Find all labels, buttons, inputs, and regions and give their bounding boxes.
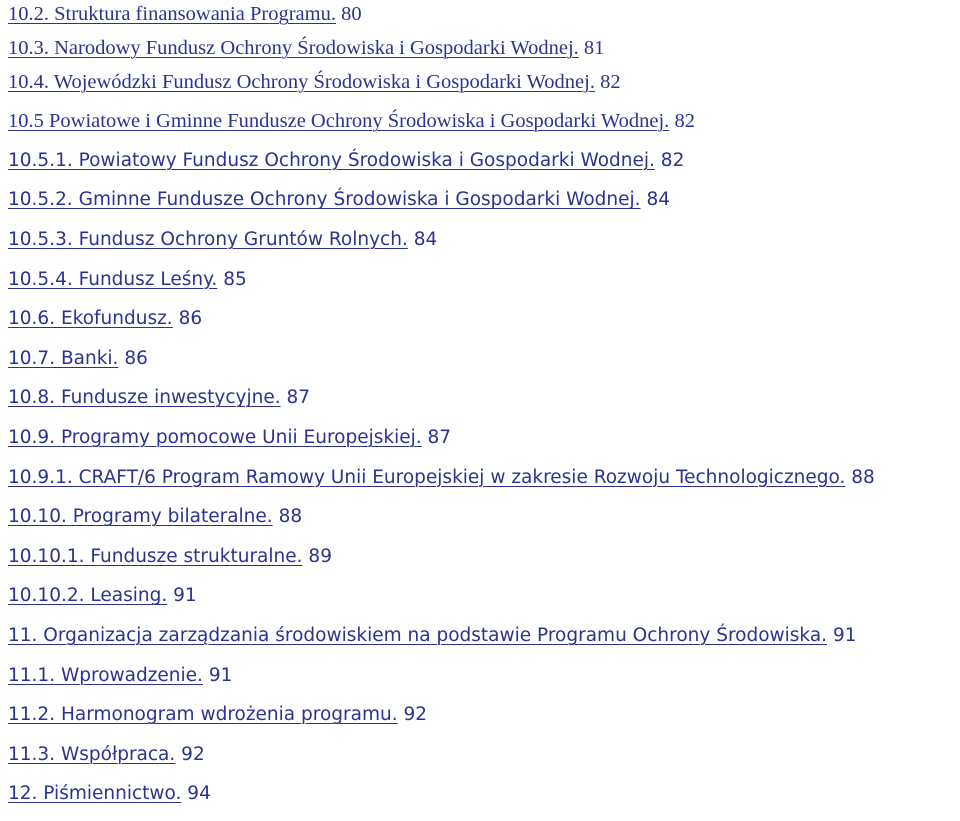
toc-page-number: 85: [223, 268, 247, 290]
toc-entry: [8, 543, 956, 583]
toc-entry-link[interactable]: 10.5.2. Gminne Fundusze Ochrony Środowiska i Gospodarki Wodnej.: [8, 189, 641, 211]
toc-page-number: 86: [124, 347, 148, 369]
toc-entry: [8, 186, 956, 226]
toc-entry-link[interactable]: 10.10.2. Leasing.: [8, 585, 168, 607]
toc-page-number: 89: [308, 545, 332, 567]
toc-entry-link[interactable]: 10.10. Programy bilateralne.: [8, 506, 273, 528]
toc-page-number: 80: [341, 3, 362, 25]
toc-page-number: 88: [851, 466, 875, 488]
toc-entry-link[interactable]: 10.9.1. CRAFT/6 Program Ramowy Unii Europejskiej w zakresie Rozwoju Technologicznego.: [8, 466, 846, 488]
toc-entry: [8, 464, 956, 504]
toc-page-number: 92: [403, 704, 428, 726]
toc-entry: [8, 384, 956, 424]
toc-page-number: 87: [286, 387, 311, 409]
toc-entry-link[interactable]: 11.2. Harmonogram wdrożenia programu.: [8, 704, 398, 726]
toc-entry: [8, 107, 956, 147]
toc-page-number: 91: [208, 664, 233, 686]
table-of-contents: [8, 0, 956, 820]
toc-entry-link[interactable]: 10.6. Ekofundusz.: [8, 308, 173, 330]
toc-entry-link[interactable]: 10.5.4. Fundusz Leśny.: [8, 268, 218, 290]
toc-page-number: 84: [646, 189, 670, 211]
toc-entry-link[interactable]: 10.4. Wojewódzki Fundusz Ochrony Środowiska i Gospodarki Wodnej.: [8, 70, 595, 93]
toc-page-number: 82: [660, 149, 685, 171]
toc-entry-link[interactable]: 10.8. Fundusze inwestycyjne.: [8, 387, 281, 409]
toc-entry-link[interactable]: 10.5 Powiatowe i Gminne Fundusze Ochrony Środowiska i Gospodarki Wodnej.: [8, 110, 670, 133]
toc-entry-link[interactable]: 11. Organizacja zarządzania środowiskiem na podstawie Programu Ochrony Środowiska.: [8, 624, 828, 646]
toc-entry-link[interactable]: 12. Piśmiennictwo.: [8, 783, 182, 805]
toc-entry: [8, 68, 956, 108]
toc-entry-link[interactable]: 10.5.3. Fundusz Ochrony Gruntów Rolnych.: [8, 228, 408, 250]
toc-entry: [8, 226, 956, 266]
toc-entry: [8, 582, 956, 622]
toc-entry: [8, 147, 956, 187]
toc-page-number: 81: [583, 37, 605, 59]
toc-entry: [8, 266, 956, 306]
toc-entry-link[interactable]: 10.10.1. Fundusze strukturalne.: [8, 545, 303, 567]
toc-entry: [8, 345, 956, 385]
toc-page-number: 91: [173, 585, 197, 607]
toc-entry-link[interactable]: 10.7. Banki.: [8, 347, 119, 369]
toc-entry-link[interactable]: 10.2. Struktura finansowania Programu.: [8, 3, 336, 25]
toc-entry-link[interactable]: 11.3. Współpraca.: [8, 743, 176, 765]
toc-entry-link[interactable]: 10.5.1. Powiatowy Fundusz Ochrony Środowiska i Gospodarki Wodnej.: [8, 149, 655, 171]
toc-page-number: 82: [600, 70, 621, 93]
toc-page-number: 87: [427, 426, 452, 448]
toc-entry: [8, 424, 956, 464]
toc-entry: [8, 0, 956, 28]
toc-entry: [8, 28, 956, 68]
toc-page-number: 84: [413, 228, 438, 250]
toc-entry: [8, 741, 956, 781]
toc-entry: [8, 305, 956, 345]
toc-page-number: 86: [178, 308, 203, 330]
toc-entry-link[interactable]: 10.3. Narodowy Fundusz Ochrony Środowiska i Gospodarki Wodnej.: [8, 37, 579, 59]
toc-entry-link[interactable]: 11.1. Wprowadzenie.: [8, 664, 203, 686]
toc-page-number: 92: [181, 743, 205, 765]
toc-entry: [8, 622, 956, 662]
toc-entry: [8, 503, 956, 543]
toc-entry: [8, 780, 956, 820]
toc-entry: [8, 662, 956, 702]
toc-page-number: 94: [187, 783, 211, 805]
toc-entry: [8, 701, 956, 741]
toc-page-number: 82: [674, 110, 695, 133]
toc-entry-link[interactable]: 10.9. Programy pomocowe Unii Europejskiej.: [8, 426, 422, 448]
toc-page-number: 88: [278, 506, 303, 528]
toc-page-number: 91: [832, 624, 857, 646]
